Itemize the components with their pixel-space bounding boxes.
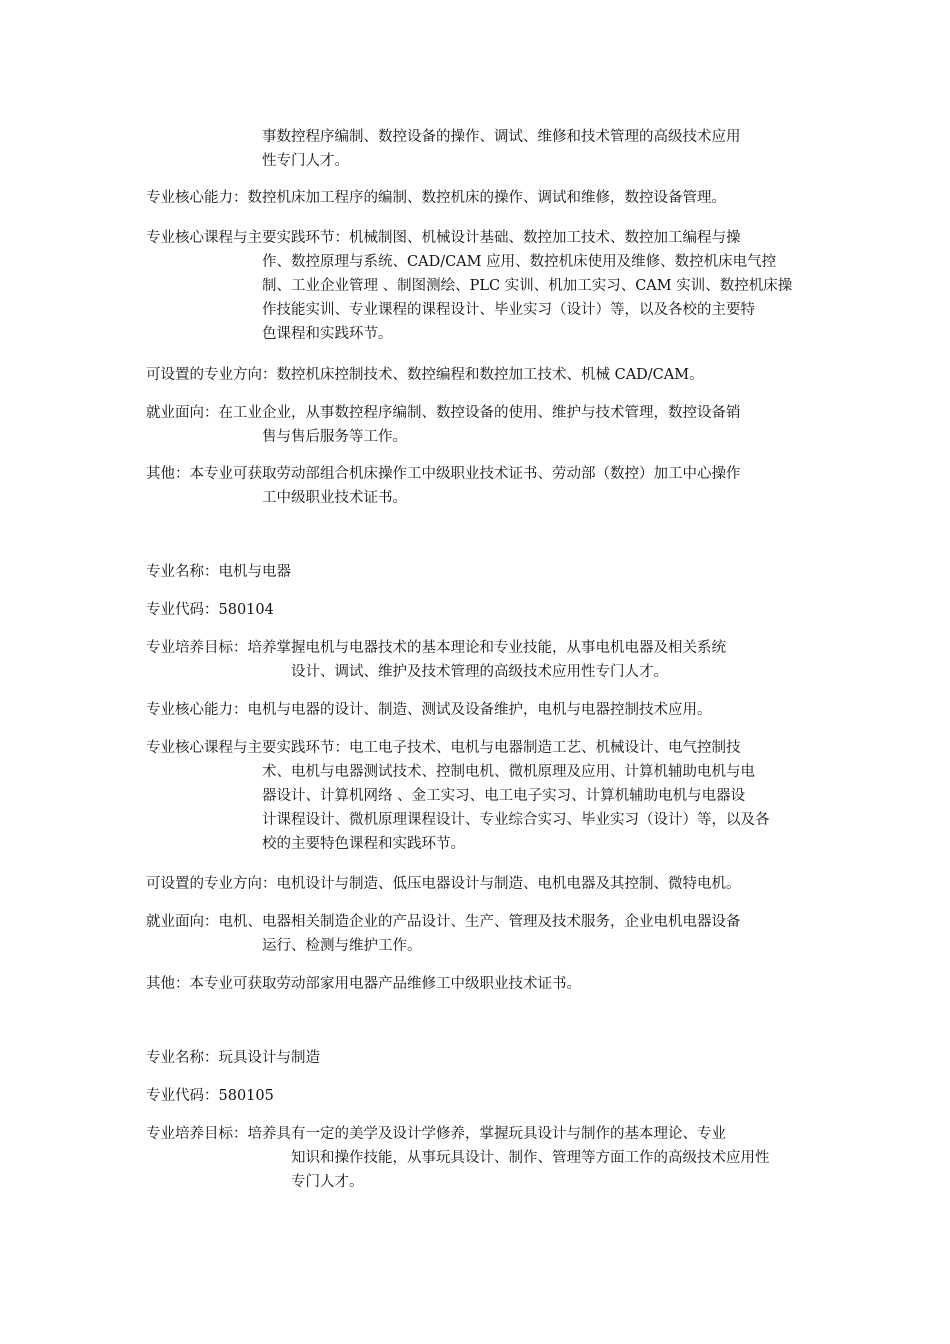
text-line: 作、数控原理与系统、CAD/CAM 应用、数控机床使用及维修、数控机床电气控 <box>262 254 777 270</box>
text-line: 知识和操作技能，从事玩具设计、制作、管理等方面工作的高级技术应用性 <box>291 1150 770 1166</box>
field-value: 机械制图、机械设计基础、数控加工技术、数控加工编程与操 <box>349 230 741 246</box>
field-label: 其他： <box>146 976 190 992</box>
field-label: 专业核心能力： <box>146 190 248 206</box>
field-label: 专业培养目标： <box>146 640 248 656</box>
directions-paragraph <box>146 872 812 896</box>
major-name-paragraph <box>146 560 812 584</box>
text-line: 校的主要特色课程和实践环节。 <box>262 836 465 852</box>
core-courses-paragraph <box>146 736 812 760</box>
other-paragraph <box>146 462 812 486</box>
major-code-paragraph <box>146 1084 812 1108</box>
continuation-paragraph <box>262 125 741 173</box>
other-continuation <box>262 486 407 510</box>
text-line: 专门人才。 <box>291 1174 364 1190</box>
core-courses-continuation <box>262 760 770 856</box>
directions-paragraph <box>146 363 812 387</box>
employment-continuation <box>262 425 407 449</box>
field-label: 专业代码： <box>146 602 219 618</box>
field-value: 电机与电器的设计、制造、测试及设备维护，电机与电器控制技术应用。 <box>247 702 712 718</box>
employment-continuation <box>262 934 422 958</box>
employment-paragraph <box>146 401 812 425</box>
field-value: 本专业可获取劳动部组合机床操作工中级职业技术证书、劳动部（数控）加工中心操作 <box>189 466 741 482</box>
field-label: 就业面向： <box>146 405 219 421</box>
goal-paragraph <box>146 1122 812 1146</box>
text-line: 术、电机与电器测试技术、控制电机、微机原理及应用、计算机辅助电机与电 <box>262 764 755 780</box>
field-label: 专业核心能力： <box>146 702 248 718</box>
field-value: 电机与电器 <box>218 564 291 580</box>
field-label: 专业核心课程与主要实践环节： <box>146 740 349 756</box>
field-label: 其他： <box>146 466 190 482</box>
field-label: 就业面向： <box>146 914 219 930</box>
field-label: 专业名称： <box>146 1050 219 1066</box>
employment-paragraph <box>146 910 812 934</box>
field-value: 在工业企业，从事数控程序编制、数控设备的使用、维护与技术管理，数控设备销 <box>218 405 741 421</box>
text-line: 性专门人才。 <box>262 153 349 169</box>
field-value: 培养掌握电机与电器技术的基本理论和专业技能，从事电机电器及相关系统 <box>247 640 726 656</box>
field-value: 580105 <box>218 1088 274 1104</box>
major-name-paragraph <box>146 1046 812 1070</box>
text-line: 作技能实训、专业课程的课程设计、毕业实习（设计）等，以及各校的主要特 <box>262 302 755 318</box>
field-value: 电工电子技术、电机与电器制造工艺、机械设计、电气控制技 <box>349 740 741 756</box>
text-line: 工中级职业技术证书。 <box>262 490 407 506</box>
core-ability-paragraph <box>146 186 812 210</box>
text-line: 色课程和实践环节。 <box>262 326 393 342</box>
goal-paragraph <box>146 636 812 660</box>
field-value: 电机设计与制造、低压电器设计与制造、电机电器及其控制、微特电机。 <box>276 876 741 892</box>
field-label: 可设置的专业方向： <box>146 876 277 892</box>
other-paragraph <box>146 972 812 996</box>
core-courses-paragraph <box>146 226 812 250</box>
field-value: 数控机床加工程序的编制、数控机床的操作、调试和维修，数控设备管理。 <box>247 190 726 206</box>
field-value: 本专业可获取劳动部家用电器产品维修工中级职业技术证书。 <box>189 976 581 992</box>
field-label: 专业核心课程与主要实践环节： <box>146 230 349 246</box>
field-label: 专业名称： <box>146 564 219 580</box>
core-courses-continuation <box>262 250 792 346</box>
text-line: 计课程设计、微机原理课程设计、专业综合实习、毕业实习（设计）等，以及各 <box>262 812 770 828</box>
goal-continuation <box>291 1146 770 1194</box>
field-label: 专业培养目标： <box>146 1126 248 1142</box>
field-value: 电机、电器相关制造企业的产品设计、生产、管理及技术服务，企业电机电器设备 <box>218 914 741 930</box>
field-label: 专业代码： <box>146 1088 219 1104</box>
text-line: 运行、检测与维护工作。 <box>262 938 422 954</box>
field-value: 数控机床控制技术、数控编程和数控加工技术、机械 CAD/CAM。 <box>276 367 704 383</box>
text-line: 器设计、计算机网络 、金工实习、电工电子实习、计算机辅助电机与电器设 <box>262 788 746 804</box>
field-label: 可设置的专业方向： <box>146 367 277 383</box>
goal-continuation <box>291 660 668 684</box>
text-line: 售与售后服务等工作。 <box>262 429 407 445</box>
field-value: 培养具有一定的美学及设计学修养，掌握玩具设计与制作的基本理论、专业 <box>247 1126 726 1142</box>
text-line: 制、工业企业管理 、制图测绘、PLC 实训、机加工实习、CAM 实训、数控机床操 <box>262 278 793 294</box>
major-code-paragraph <box>146 598 812 622</box>
field-value: 玩具设计与制造 <box>218 1050 320 1066</box>
field-value: 580104 <box>218 602 274 618</box>
text-line: 事数控程序编制、数控设备的操作、调试、维修和技术管理的高级技术应用 <box>262 129 741 145</box>
core-ability-paragraph <box>146 698 812 722</box>
text-line: 设计、调试、维护及技术管理的高级技术应用性专门人才。 <box>291 664 668 680</box>
